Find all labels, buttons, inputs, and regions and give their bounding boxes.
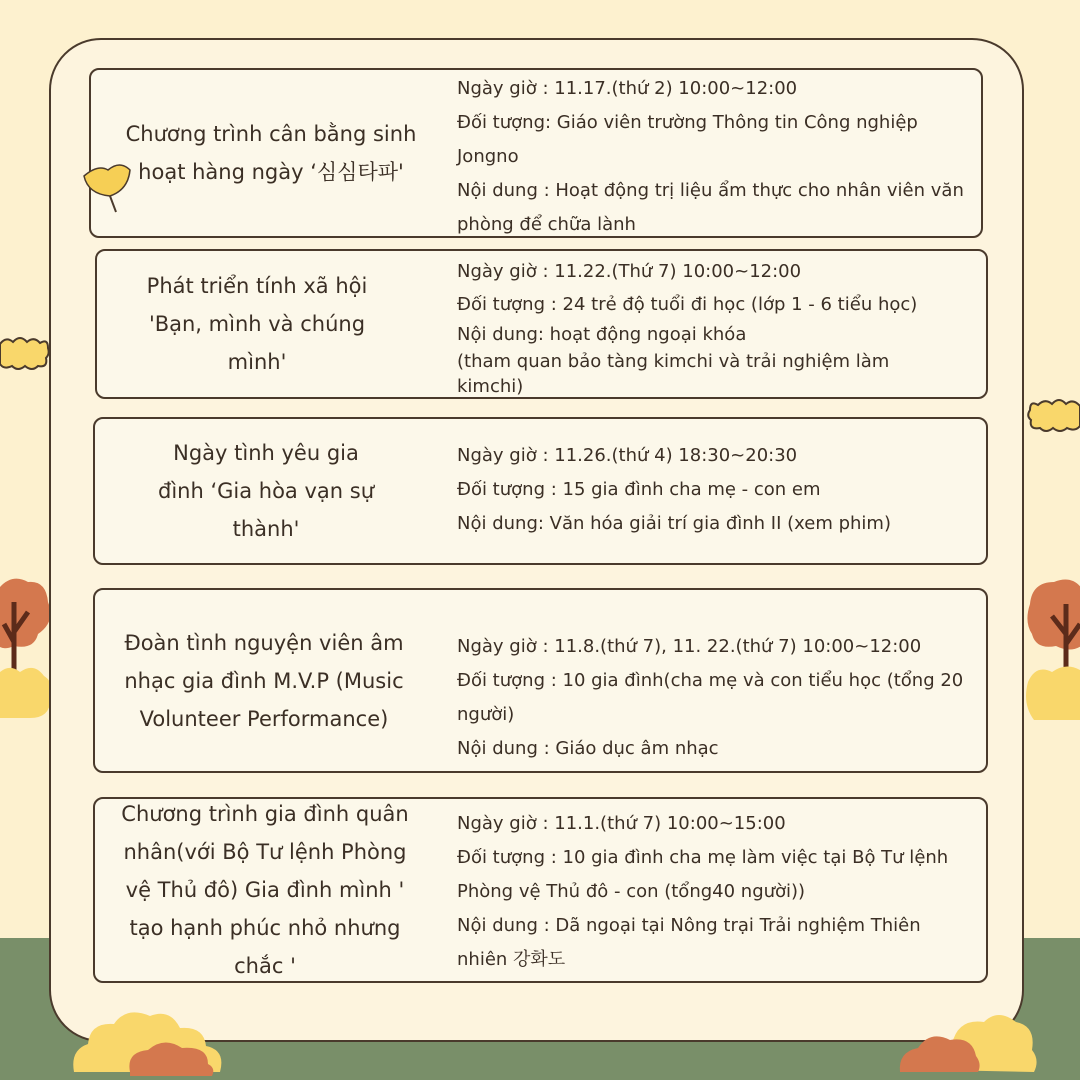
program-title: Chương trình cân bằng sinh hoạt hàng ngày ‘심심타파' xyxy=(125,122,417,184)
program-card xyxy=(89,68,983,238)
program-title: Ngày tình yêu gia đình ‘Gia hòa vạn sự thành' xyxy=(157,441,375,541)
program-card xyxy=(95,249,988,399)
tree-icon xyxy=(1026,574,1080,722)
program-details xyxy=(457,72,967,242)
program-content-note: (tham quan bảo tàng kimchi và trải nghiệm làm kimchi) xyxy=(457,351,890,397)
program-title: Phát triển tính xã hội 'Bạn, mình và chúng mình' xyxy=(146,274,368,374)
program-content: Nội dung : Dã ngoại tại Nông trại Trải nghiệm Thiên nhiên 강화도 xyxy=(457,915,921,970)
cloud-icon xyxy=(1026,398,1080,434)
program-content: Nội dung : Hoạt động trị liệu ẩm thực cho nhân viên văn phòng để chữa lành xyxy=(457,180,964,235)
program-title: Chương trình gia đình quân nhân(với Bộ Tư lệnh Phòng vệ Thủ đô) Gia đình mình ' tạo hạnh phúc nhỏ nhưng chắc ' xyxy=(121,802,409,978)
ginkgo-leaf-icon xyxy=(80,160,134,214)
program-details xyxy=(457,807,962,977)
program-target: Đối tượng : 10 gia đình cha mẹ làm việc tại Bộ Tư lệnh Phòng vệ Thủ đô - con (tổng40 người)) xyxy=(457,847,949,902)
program-target: Đối tượng : 15 gia đình cha mẹ - con em xyxy=(457,479,821,500)
program-details xyxy=(457,439,967,541)
program-date: Ngày giờ : 11.22.(Thứ 7) 10:00~12:00 xyxy=(457,261,802,282)
program-date: Ngày giờ : 11.8.(thứ 7), 11. 22.(thứ 7) 10:00~12:00 xyxy=(457,636,922,657)
program-date: Ngày giờ : 11.17.(thứ 2) 10:00~12:00 xyxy=(457,78,798,99)
program-card xyxy=(93,417,988,565)
program-card xyxy=(93,797,988,983)
program-target: Đối tượng : 24 trẻ độ tuổi đi học (lớp 1 - 6 tiểu học) xyxy=(457,294,918,315)
program-date: Ngày giờ : 11.1.(thứ 7) 10:00~15:00 xyxy=(457,813,786,834)
program-content: Nội dung : Giáo dục âm nhạc xyxy=(457,738,719,759)
program-card xyxy=(93,588,988,773)
program-content: Nội dung: Văn hóa giải trí gia đình II (xem phim) xyxy=(457,513,891,534)
program-date: Ngày giờ : 11.26.(thứ 4) 18:30~20:30 xyxy=(457,445,798,466)
tree-icon xyxy=(0,572,52,722)
program-details xyxy=(457,630,972,766)
bush-icon xyxy=(898,1004,1038,1080)
program-target: Đối tượng : 10 gia đình(cha mẹ và con tiểu học (tổng 20 người) xyxy=(457,670,964,725)
program-target: Đối tượng: Giáo viên trường Thông tin Công nghiệp Jongno xyxy=(457,112,918,167)
program-details xyxy=(457,255,957,399)
program-content: Nội dung: hoạt động ngoại khóa xyxy=(457,324,747,345)
bush-icon xyxy=(70,1006,240,1080)
cloud-icon xyxy=(0,336,50,372)
program-title: Đoàn tình nguyện viên âm nhạc gia đình M.V.P (Music Volunteer Performance) xyxy=(124,630,404,731)
